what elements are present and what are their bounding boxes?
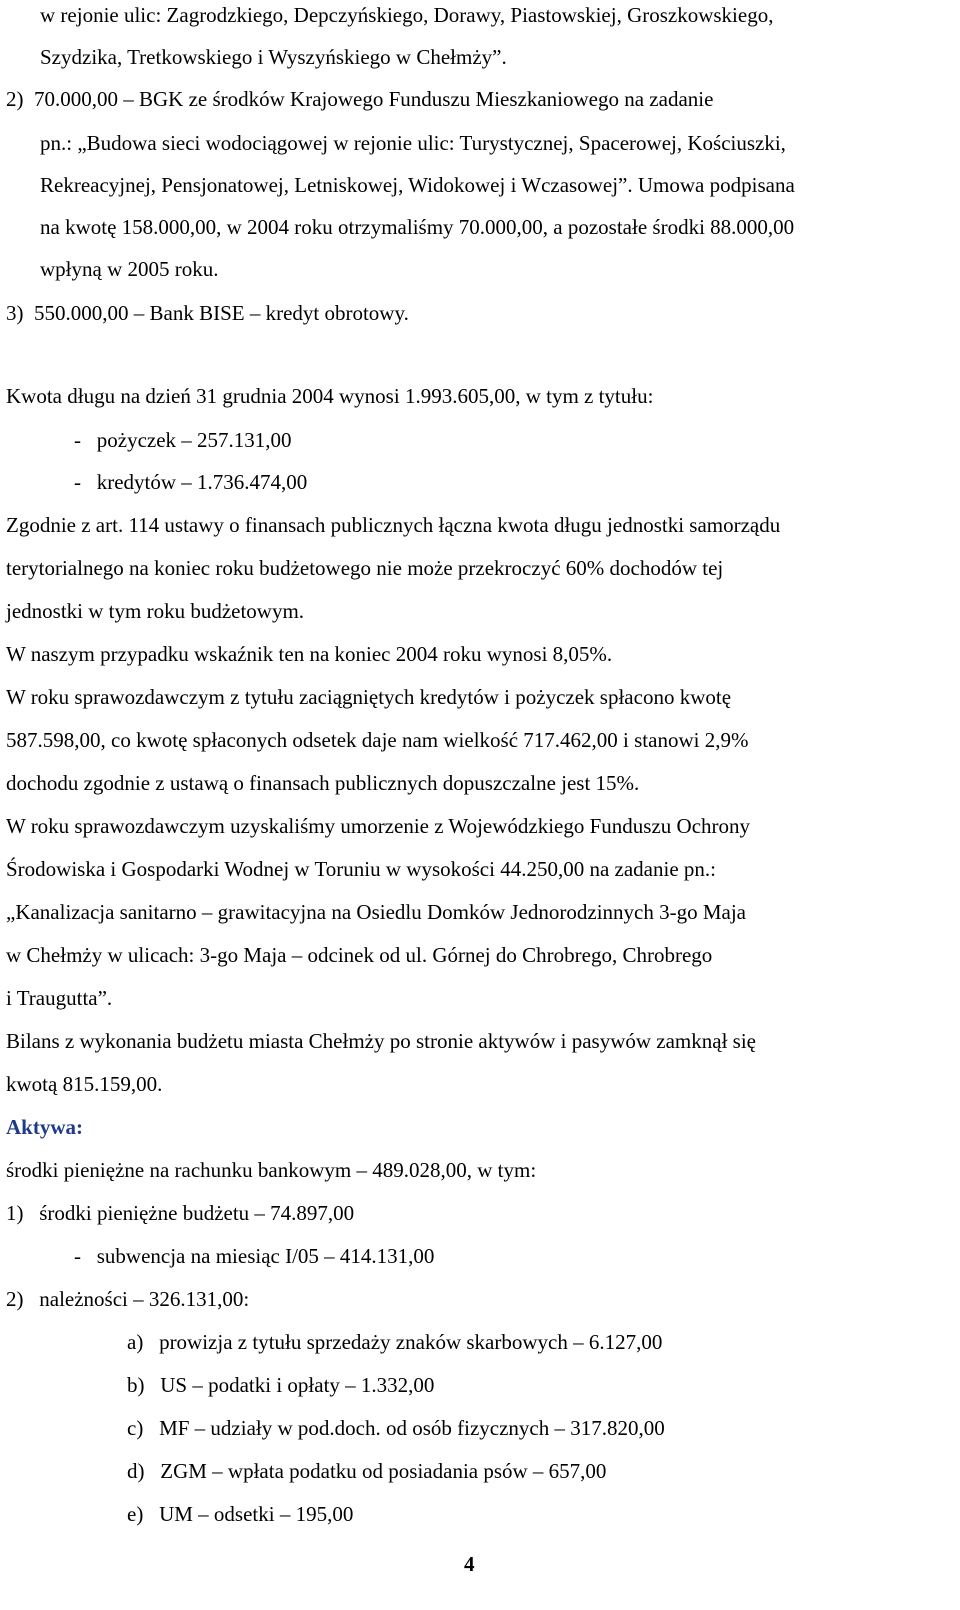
text-line: - kredytów – 1.736.474,00 xyxy=(74,470,308,494)
text-line: Zgodnie z art. 114 ustawy o finansach publicznych łączna kwota długu jednostki samorządu xyxy=(6,513,781,537)
text-line: Kwota długu na dzień 31 grudnia 2004 wynosi 1.993.605,00, w tym z tytułu: xyxy=(6,384,654,408)
list-item: b) US – podatki i opłaty – 1.332,00 xyxy=(127,1373,435,1397)
section-heading-aktywa: Aktywa: xyxy=(6,1115,83,1139)
list-item: c) MF – udziały w pod.doch. od osób fizycznych – 317.820,00 xyxy=(127,1416,665,1440)
text-line: w rejonie ulic: Zagrodzkiego, Depczyńskiego, Dorawy, Piastowskiej, Groszkowskiego, xyxy=(40,3,774,27)
text-line: 3) 550.000,00 – Bank BISE – kredyt obrotowy. xyxy=(6,301,409,325)
text-line: pn.: „Budowa sieci wodociągowej w rejonie ulic: Turystycznej, Spacerowej, Kościuszki, xyxy=(40,131,786,155)
text-line: W naszym przypadku wskaźnik ten na koniec 2004 roku wynosi 8,05%. xyxy=(6,642,613,666)
text-line: na kwotę 158.000,00, w 2004 roku otrzymaliśmy 70.000,00, a pozostałe środki 88.000,00 xyxy=(40,215,795,239)
text-line: środki pieniężne na rachunku bankowym – 489.028,00, w tym: xyxy=(6,1158,537,1182)
list-item: 1) środki pieniężne budżetu – 74.897,00 xyxy=(6,1201,355,1225)
text-line: i Traugutta”. xyxy=(6,986,113,1010)
text-line: W roku sprawozdawczym z tytułu zaciągniętych kredytów i pożyczek spłacono kwotę xyxy=(6,685,732,709)
text-line: dochodu zgodnie z ustawą o finansach publicznych dopuszczalne jest 15%. xyxy=(6,771,640,795)
page-number: 4 xyxy=(464,1552,475,1576)
text-line: 587.598,00, co kwotę spłaconych odsetek daje nam wielkość 717.462,00 i stanowi 2,9% xyxy=(6,728,749,752)
text-line: jednostki w tym roku budżetowym. xyxy=(6,599,305,623)
text-line: Bilans z wykonania budżetu miasta Chełmży po stronie aktywów i pasywów zamknął się xyxy=(6,1029,757,1053)
text-line: terytorialnego na koniec roku budżetowego nie może przekroczyć 60% dochodów tej xyxy=(6,556,724,580)
text-line: W roku sprawozdawczym uzyskaliśmy umorzenie z Wojewódzkiego Funduszu Ochrony xyxy=(6,814,751,838)
text-line: - pożyczek – 257.131,00 xyxy=(74,428,292,452)
text-line: wpłyną w 2005 roku. xyxy=(40,257,219,281)
list-item: - subwencja na miesiąc I/05 – 414.131,00 xyxy=(74,1244,435,1268)
text-line: kwotą 815.159,00. xyxy=(6,1072,163,1096)
text-line: Środowiska i Gospodarki Wodnej w Toruniu w wysokości 44.250,00 na zadanie pn.: xyxy=(6,857,716,881)
text-line: w Chełmży w ulicach: 3-go Maja – odcinek od ul. Górnej do Chrobrego, Chrobrego xyxy=(6,943,713,967)
text-line: 2) 70.000,00 – BGK ze środków Krajowego Funduszu Mieszkaniowego na zadanie xyxy=(6,87,714,111)
text-line: „Kanalizacja sanitarno – grawitacyjna na Osiedlu Domków Jednorodzinnych 3-go Maja xyxy=(6,900,747,924)
list-item: e) UM – odsetki – 195,00 xyxy=(127,1502,354,1526)
text-line: Szydzika, Tretkowskiego i Wyszyńskiego w Chełmży”. xyxy=(40,45,507,69)
list-item: d) ZGM – wpłata podatku od posiadania psów – 657,00 xyxy=(127,1459,607,1483)
list-item: 2) należności – 326.131,00: xyxy=(6,1287,250,1311)
list-item: a) prowizja z tytułu sprzedaży znaków skarbowych – 6.127,00 xyxy=(127,1330,663,1354)
text-line: Rekreacyjnej, Pensjonatowej, Letniskowej, Widokowej i Wczasowej”. Umowa podpisana xyxy=(40,173,795,197)
